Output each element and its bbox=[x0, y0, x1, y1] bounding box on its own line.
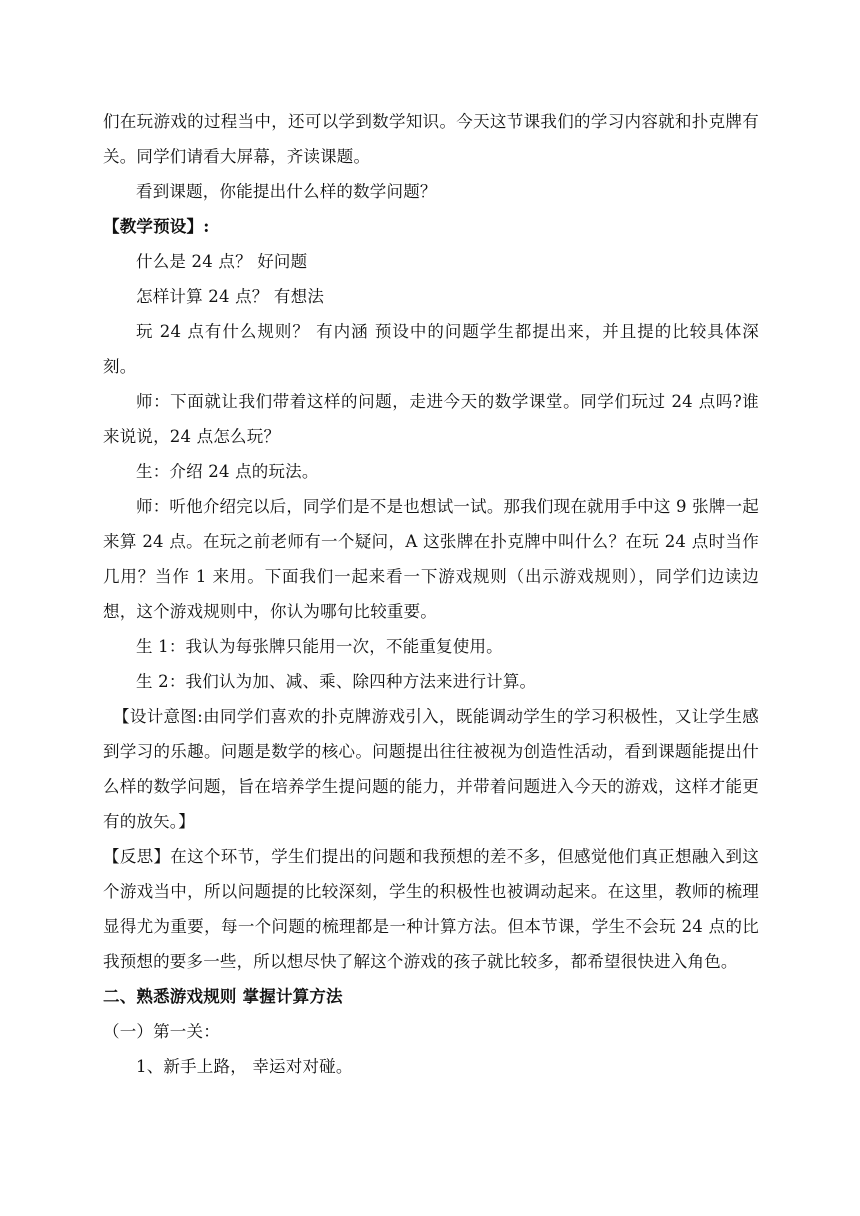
paragraph-teacher-1: 师：下面就让我们带着这样的问题，走进今天的数学课堂。同学们玩过 24 点吗?谁来说说，24 点怎么玩？ bbox=[103, 392, 759, 446]
paragraph-question-prompt: 看到课题，你能提出什么样的数学问题？ bbox=[136, 182, 437, 201]
list-item-newbie: 1、新手上路， 幸运对对碰。 bbox=[136, 1057, 353, 1076]
paragraph-design-intent: 【设计意图:由同学们喜欢的扑克牌游戏引入，既能调动学生的学习积极性，又让学生感到学习的乐趣。问题是数学的核心。问题提出往往被视为创造性活动，看到课题能提出什么样的数学问题，旨在培养学生提问题的能力，并带着问题进入今天的游戏，这样才能更有的放矢。】 bbox=[103, 707, 759, 831]
paragraph-preset-1: 什么是 24 点？ 好问题 bbox=[136, 252, 308, 271]
section-heading-2: 二、熟悉游戏规则 掌握计算方法 bbox=[103, 987, 343, 1006]
paragraph-teacher-2: 师：听他介绍完以后，同学们是不是也想试一试。那我们现在就用手中这 9 张牌一起来算 24 点。在玩之前老师有一个疑问，A 这张牌在扑克牌中叫什么？在玩 24 点时当作几用？当作 1 来用。下面我们一起来看一下游戏规则（出示游戏规则），同学们边读边想，这个游戏规则中，你认为哪句比较重要。 bbox=[103, 497, 759, 621]
paragraph-preset-2: 怎样计算 24 点？ 有想法 bbox=[136, 287, 325, 306]
paragraph-preset-3: 玩 24 点有什么规则？ 有内涵 预设中的问题学生都提出来，并且提的比较具体深刻。 bbox=[103, 322, 759, 376]
paragraph-reflection: 【反思】在这个环节，学生们提出的问题和我预想的差不多，但感觉他们真正想融入到这个游戏当中，所以问题提的比较深刻，学生的积极性也被调动起来。在这里，教师的梳理显得尤为重要，每一个问题的梳理都是一种计算方法。但本节课，学生不会玩 24 点的比我预想的要多一些，所以想尽快了解这个游戏的孩子就比较多，都希望很快进入角色。 bbox=[103, 847, 759, 971]
subsection-level-1: （一）第一关： bbox=[103, 1022, 220, 1041]
paragraph-intro-continuation: 们在玩游戏的过程当中，还可以学到数学知识。今天这节课我们的学习内容就和扑克牌有关。同学们请看大屏幕，齐读课题。 bbox=[103, 112, 759, 166]
heading-teaching-preset: 【教学预设】: bbox=[103, 217, 210, 236]
document-body bbox=[103, 104, 759, 1084]
paragraph-student-1: 生 1：我认为每张牌只能用一次，不能重复使用。 bbox=[136, 637, 503, 656]
paragraph-student-2: 生 2：我们认为加、减、乘、除四种方法来进行计算。 bbox=[136, 672, 537, 691]
paragraph-student-intro: 生：介绍 24 点的玩法。 bbox=[136, 462, 319, 481]
